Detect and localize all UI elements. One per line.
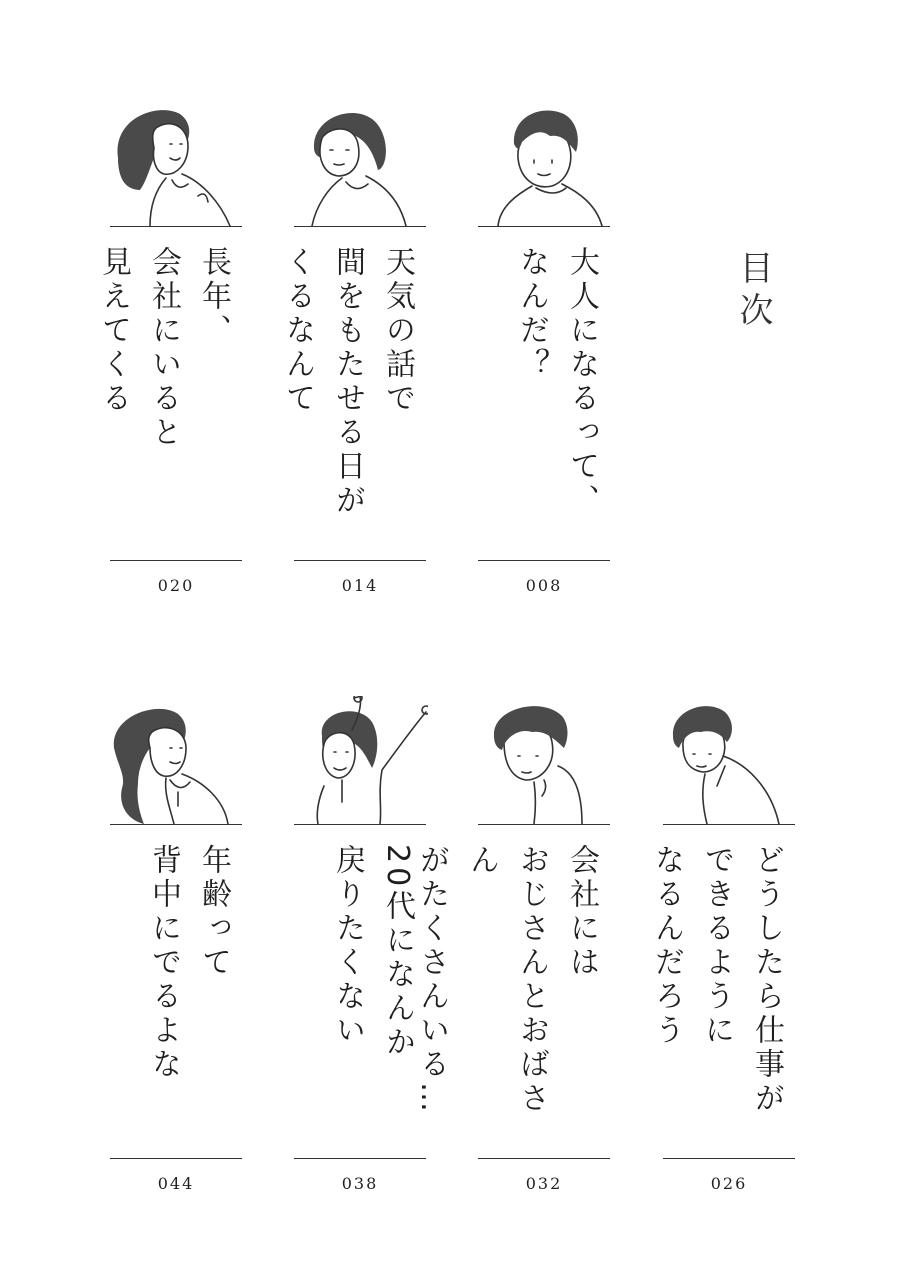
toc-entry-020[interactable] <box>96 98 244 595</box>
divider <box>663 1158 795 1159</box>
page-number: 014 <box>341 576 379 595</box>
boy-portrait-icon <box>478 98 612 228</box>
divider <box>478 560 610 561</box>
headline: どうしたら仕事が できるように なるんだろう <box>649 844 784 1116</box>
toc-entry-008[interactable] <box>478 98 612 595</box>
page-number: 020 <box>157 576 195 595</box>
divider <box>110 824 242 825</box>
toc-entry-032[interactable] <box>414 696 612 1193</box>
page-number: 032 <box>525 1174 563 1193</box>
woman-bob-portrait-icon <box>294 98 428 228</box>
divider <box>663 824 795 825</box>
headline: 20代になんか 戻りたくない <box>330 844 415 1061</box>
divider <box>110 1158 242 1159</box>
headline: 会社には おじさんとおばさん がたくさんいる… <box>414 844 599 1116</box>
divider <box>110 560 242 561</box>
divider <box>294 560 426 561</box>
toc-entry-044[interactable] <box>110 696 244 1193</box>
woman-stretching-portrait-icon <box>294 696 428 826</box>
headline: 大人になるって、 なんだ？ <box>514 246 599 518</box>
divider <box>478 824 610 825</box>
page-title: 目次 <box>733 250 773 334</box>
headline: 年齢って 背中にでるよな <box>146 844 231 1082</box>
woman-long-hair-portrait-icon <box>110 98 244 228</box>
page-number: 008 <box>525 576 563 595</box>
divider <box>478 1158 610 1159</box>
page-number: 026 <box>710 1174 748 1193</box>
divider <box>294 226 426 227</box>
page-number: 044 <box>157 1174 195 1193</box>
boy-bowing-portrait-icon <box>663 696 797 826</box>
headline: 天気の話で 間をもたせる日が くるなんて <box>280 246 415 518</box>
woman-ponytail-portrait-icon <box>110 696 244 826</box>
divider <box>294 824 426 825</box>
divider <box>110 226 242 227</box>
divider <box>294 1158 426 1159</box>
toc-entry-014[interactable] <box>280 98 428 595</box>
headline: 長年、 会社にいると 見えてくる <box>96 246 231 450</box>
toc-entry-026[interactable] <box>649 696 797 1193</box>
boy-looking-down-portrait-icon <box>478 696 612 826</box>
toc-entry-038[interactable] <box>294 696 428 1193</box>
page-number: 038 <box>341 1174 379 1193</box>
divider <box>478 226 610 227</box>
